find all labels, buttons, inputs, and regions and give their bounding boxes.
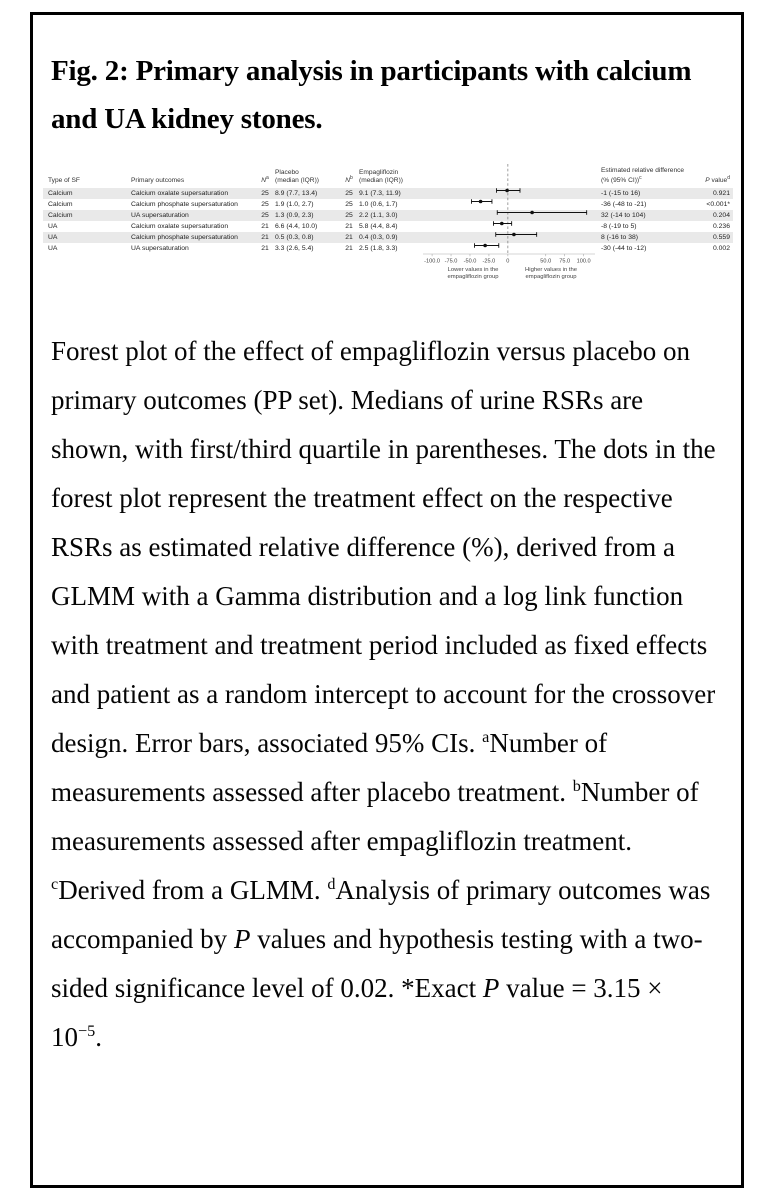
header-empagliflozin-line1: Empagliflozin	[359, 169, 399, 177]
cell-n-empagliflozin: 21	[345, 245, 353, 252]
cell-n-empagliflozin: 25	[345, 201, 353, 208]
caption-segment: values and hypothesis testing with a two-sided significance level of 0.02. *Exact	[51, 924, 703, 1003]
x-axis-tick-label: -50.0	[463, 258, 477, 265]
cell-n-placebo: 25	[261, 190, 269, 197]
header-p-value	[693, 175, 733, 185]
caption-segment: Analysis of primary outcomes was accompanied by	[51, 875, 711, 954]
table-row	[43, 188, 733, 199]
header-placebo	[275, 169, 339, 185]
footnote-marker-c: c	[639, 175, 642, 182]
caption-segment: d	[327, 875, 336, 893]
point-estimate-dot	[479, 200, 483, 204]
cell-placebo-median: 1.3 (0.9, 2.3)	[275, 212, 314, 219]
cell-outcome: Calcium oxalate supersaturation	[131, 190, 229, 197]
caption-segment: P	[482, 973, 500, 1003]
cell-n-placebo: 21	[261, 245, 269, 252]
cell-n-placebo: 25	[261, 201, 269, 208]
cell-estimated-difference: -8 (-19 to 5)	[601, 223, 637, 230]
cell-p-value: 0.236	[712, 223, 730, 230]
point-estimate-dot	[512, 233, 516, 237]
cell-type-of-sf: UA	[48, 223, 58, 230]
caption-segment: Number of measurements assessed after empagliflozin treatment.	[51, 777, 699, 856]
header-diff-line2: (% (95% CI))	[601, 177, 640, 185]
header-type-of-sf: Type of SF	[48, 177, 80, 185]
header-p-rest: value	[709, 177, 728, 185]
caption-segment: value = 3.15 × 10	[51, 973, 663, 1052]
caption-segment: b	[572, 777, 581, 795]
caption-segment: a	[482, 728, 490, 746]
table-row	[43, 210, 733, 221]
cell-n-placebo: 25	[261, 212, 269, 219]
header-empagliflozin-line2: (median (IQR))	[359, 177, 403, 185]
cell-estimated-difference: -1 (-15 to 16)	[601, 190, 641, 197]
caption-segment: c	[51, 875, 59, 893]
table-row	[43, 221, 733, 232]
cell-estimated-difference: 32 (-14 to 104)	[601, 212, 646, 219]
n-symbol: N	[261, 177, 266, 185]
footnote-marker-d: d	[727, 175, 730, 182]
cell-outcome: Calcium phosphate supersaturation	[131, 201, 238, 208]
cell-p-value: <0.001*	[706, 201, 730, 208]
cell-type-of-sf: UA	[48, 234, 58, 241]
header-estimated-difference	[595, 167, 693, 185]
axis-note-lower: Lower values in the empagliflozin group	[447, 267, 499, 280]
cell-n-empagliflozin: 25	[345, 212, 353, 219]
table-row	[43, 199, 733, 210]
header-n-placebo	[255, 175, 275, 185]
header-empagliflozin	[359, 169, 423, 185]
cell-n-empagliflozin: 25	[345, 190, 353, 197]
cell-empagliflozin-median: 2.5 (1.8, 3.3)	[359, 245, 398, 252]
cell-type-of-sf: Calcium	[48, 212, 73, 219]
cell-estimated-difference: -30 (-44 to -12)	[601, 245, 647, 252]
cell-estimated-difference: 8 (-16 to 38)	[601, 234, 639, 241]
cell-n-placebo: 21	[261, 223, 269, 230]
caption-segment: −5	[78, 1022, 96, 1040]
figure-title: Fig. 2: Primary analysis in participants with calcium and UA kidney stones.	[51, 55, 692, 135]
cell-outcome: Calcium oxalate supersaturation	[131, 223, 229, 230]
table-row	[43, 243, 733, 254]
cell-placebo-median: 6.6 (4.4, 10.0)	[275, 223, 318, 230]
caption-segment: Derived from a GLMM.	[58, 875, 328, 905]
cell-placebo-median: 1.9 (1.0, 2.7)	[275, 201, 314, 208]
caption-segment: Forest plot of the effect of empagliflozin versus placebo on primary outcomes (PP set). Medians of urine RSRs are shown, with first/third quartile in parentheses. The dots in the forest plot represent the treatment effect on the respective RSRs as estimated relative difference (%), derived from a GLMM with a Gamma distribution and a log link function with treatment and treatment period included as fixed effects and patient as a random intercept to account for the crossover design. Error bars, associated 95% CIs.	[51, 336, 716, 758]
cell-outcome: UA supersaturation	[131, 245, 189, 252]
cell-p-value: 0.559	[712, 234, 730, 241]
header-diff-line1: Estimated relative difference	[601, 167, 685, 175]
cell-outcome: Calcium phosphate supersaturation	[131, 234, 238, 241]
x-axis-tick-label: -100.0	[424, 258, 441, 265]
cell-n-placebo: 21	[261, 234, 269, 241]
header-placebo-line1: Placebo	[275, 169, 299, 177]
figure-caption	[51, 327, 719, 1062]
caption-segment: P	[233, 924, 251, 954]
caption-segment: .	[95, 1022, 102, 1052]
cell-placebo-median: 3.3 (2.6, 5.4)	[275, 245, 314, 252]
cell-type-of-sf: UA	[48, 245, 58, 252]
figure-panel	[30, 12, 744, 1188]
cell-empagliflozin-median: 0.4 (0.3, 0.9)	[359, 234, 398, 241]
cell-empagliflozin-median: 1.0 (0.6, 1.7)	[359, 201, 398, 208]
point-estimate-dot	[500, 222, 504, 226]
cell-outcome: UA supersaturation	[131, 212, 189, 219]
x-axis-tick-label: 100.0	[576, 258, 591, 265]
footnote-marker-b: b	[349, 175, 353, 182]
cell-p-value: 0.002	[712, 245, 730, 252]
forest-plot-figure	[43, 161, 733, 291]
p-symbol: P	[705, 177, 710, 185]
cell-placebo-median: 8.9 (7.7, 13.4)	[275, 190, 318, 197]
x-axis-tick-label: -25.0	[482, 258, 496, 265]
cell-placebo-median: 0.5 (0.3, 0.8)	[275, 234, 314, 241]
caption-segment: Number of measurements assessed after placebo treatment.	[51, 728, 608, 807]
x-axis-tick-label: 0	[506, 258, 510, 265]
cell-estimated-difference: -36 (-48 to -21)	[601, 201, 647, 208]
cell-n-empagliflozin: 21	[345, 234, 353, 241]
point-estimate-dot	[505, 189, 509, 193]
axis-note-higher: Higher values in the empagliflozin group	[525, 267, 578, 280]
cell-p-value: 0.921	[712, 190, 730, 197]
point-estimate-dot	[483, 244, 487, 248]
forest-plot	[423, 185, 595, 284]
cell-p-value: 0.204	[712, 212, 730, 219]
cell-type-of-sf: Calcium	[48, 190, 73, 197]
header-primary-outcomes: Primary outcomes	[131, 177, 185, 185]
x-axis-tick-label: -75.0	[444, 258, 458, 265]
table-body	[43, 188, 733, 254]
cell-empagliflozin-median: 5.8 (4.4, 8.4)	[359, 223, 398, 230]
header-n-empagliflozin	[339, 175, 359, 185]
cell-type-of-sf: Calcium	[48, 201, 73, 208]
cell-empagliflozin-median: 9.1 (7.3, 11.9)	[359, 190, 401, 197]
x-axis-tick-label: 75.0	[559, 258, 571, 265]
x-axis-tick-label: 50.0	[540, 258, 552, 265]
cell-empagliflozin-median: 2.2 (1.1, 3.0)	[359, 212, 398, 219]
header-placebo-line2: (median (IQR))	[275, 177, 319, 185]
n-symbol: N	[345, 177, 350, 185]
point-estimate-dot	[530, 211, 534, 215]
footnote-marker-a: a	[265, 175, 269, 182]
table-header-row	[43, 161, 733, 188]
table-row	[43, 232, 733, 243]
cell-n-empagliflozin: 21	[345, 223, 353, 230]
